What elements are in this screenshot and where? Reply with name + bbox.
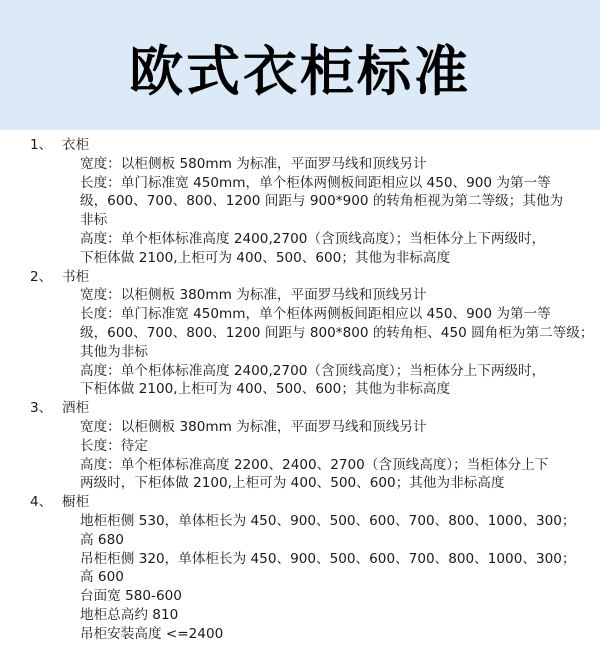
spec-item: [80, 305, 594, 361]
spec-line: 级，600、700、800、1200 间距与 800*800 的转角柜、450 圆角柜为第二等级；: [80, 324, 594, 341]
document-body: [0, 130, 600, 644]
section-heading: [30, 399, 576, 418]
spec-line: 下柜体做 2100,上柜可为 400、500、600；其他为非标高度: [80, 249, 451, 266]
section-4: [30, 493, 576, 643]
section-number: 4、: [30, 494, 53, 511]
spec-line: 吊柜柜侧 320，单体柜长为 450、900、500、600、700、800、1000、300；: [80, 550, 576, 567]
spec-line: 长度：单门标准宽 450mm，单个柜体两侧板间距相应以 450、900 为第一等: [80, 306, 551, 323]
spec-line: 高度：单个柜体标准高度 2400,2700（含顶线高度）；当柜体分上下两级时，: [80, 230, 546, 247]
spec-line: 宽度：以柜侧板 380mm 为标准，平面罗马线和顶线另计: [80, 287, 427, 304]
spec-line: 级，600、700、800、1200 间距与 900*900 的转角柜视为第二等级；其他为: [80, 193, 564, 210]
section-heading: [30, 268, 576, 287]
spec-line: 非标: [80, 212, 108, 229]
spec-line: 宽度：以柜侧板 380mm 为标准，平面罗马线和顶线另计: [80, 418, 427, 435]
spec-line: 高度：单个柜体标准高度 2400,2700（含顶线高度）；当柜体分上下两级时，: [80, 362, 546, 379]
spec-item: [80, 625, 576, 644]
spec-line: 高 680: [80, 531, 124, 548]
spec-line: 其他为非标: [80, 343, 148, 360]
section-name: 酒柜: [62, 400, 90, 417]
section-1: [30, 136, 576, 268]
spec-item: [80, 418, 576, 437]
section-number: 1、: [30, 137, 53, 153]
spec-line: 高度：单个柜体标准高度 2200、2400、2700（含顶线高度）；当柜体分上下: [80, 456, 549, 473]
spec-item: [80, 456, 576, 494]
spec-line: 下柜体做 2100,上柜可为 400、500、600；其他为非标高度: [80, 381, 451, 398]
spec-line: 两级时，下柜体做 2100,上柜可为 400、500、600；其他为非标高度: [80, 475, 505, 492]
section-name: 橱柜: [62, 494, 90, 511]
section-3: [30, 399, 576, 493]
spec-item: [80, 155, 576, 174]
spec-line: 长度：单门标准宽 450mm，单个柜体两侧板间距相应以 450、900 为第一等: [80, 174, 551, 191]
title-banner: [0, 0, 600, 130]
spec-item: [80, 587, 576, 606]
spec-item: [80, 286, 576, 305]
spec-line: 吊柜安装高度 <=2400: [80, 625, 224, 642]
spec-item: [80, 362, 576, 400]
spec-item: [80, 174, 576, 230]
section-2: [30, 268, 594, 400]
spec-item: [80, 512, 576, 550]
spec-item: [80, 550, 576, 588]
section-heading: [30, 136, 576, 155]
section-number: 3、: [30, 400, 53, 417]
spec-line: 台面宽 580-600: [80, 588, 182, 605]
section-name: 书柜: [62, 268, 90, 285]
spec-item: [80, 606, 576, 625]
spec-line: 地柜总高约 810: [80, 606, 179, 623]
page-title: 欧式衣柜标准: [129, 39, 471, 103]
spec-item: [80, 230, 576, 268]
spec-line: 地柜柜侧 530，单体柜长为 450、900、500、600、700、800、1000、300；: [80, 512, 576, 529]
section-name: 衣柜: [62, 137, 90, 153]
section-number: 2、: [30, 268, 53, 285]
spec-line: 宽度：以柜侧板 580mm 为标准，平面罗马线和顶线另计: [80, 155, 427, 172]
spec-line: 长度：待定: [80, 437, 148, 454]
section-heading: [30, 493, 576, 512]
spec-item: [80, 437, 576, 456]
spec-line: 高 600: [80, 569, 124, 586]
